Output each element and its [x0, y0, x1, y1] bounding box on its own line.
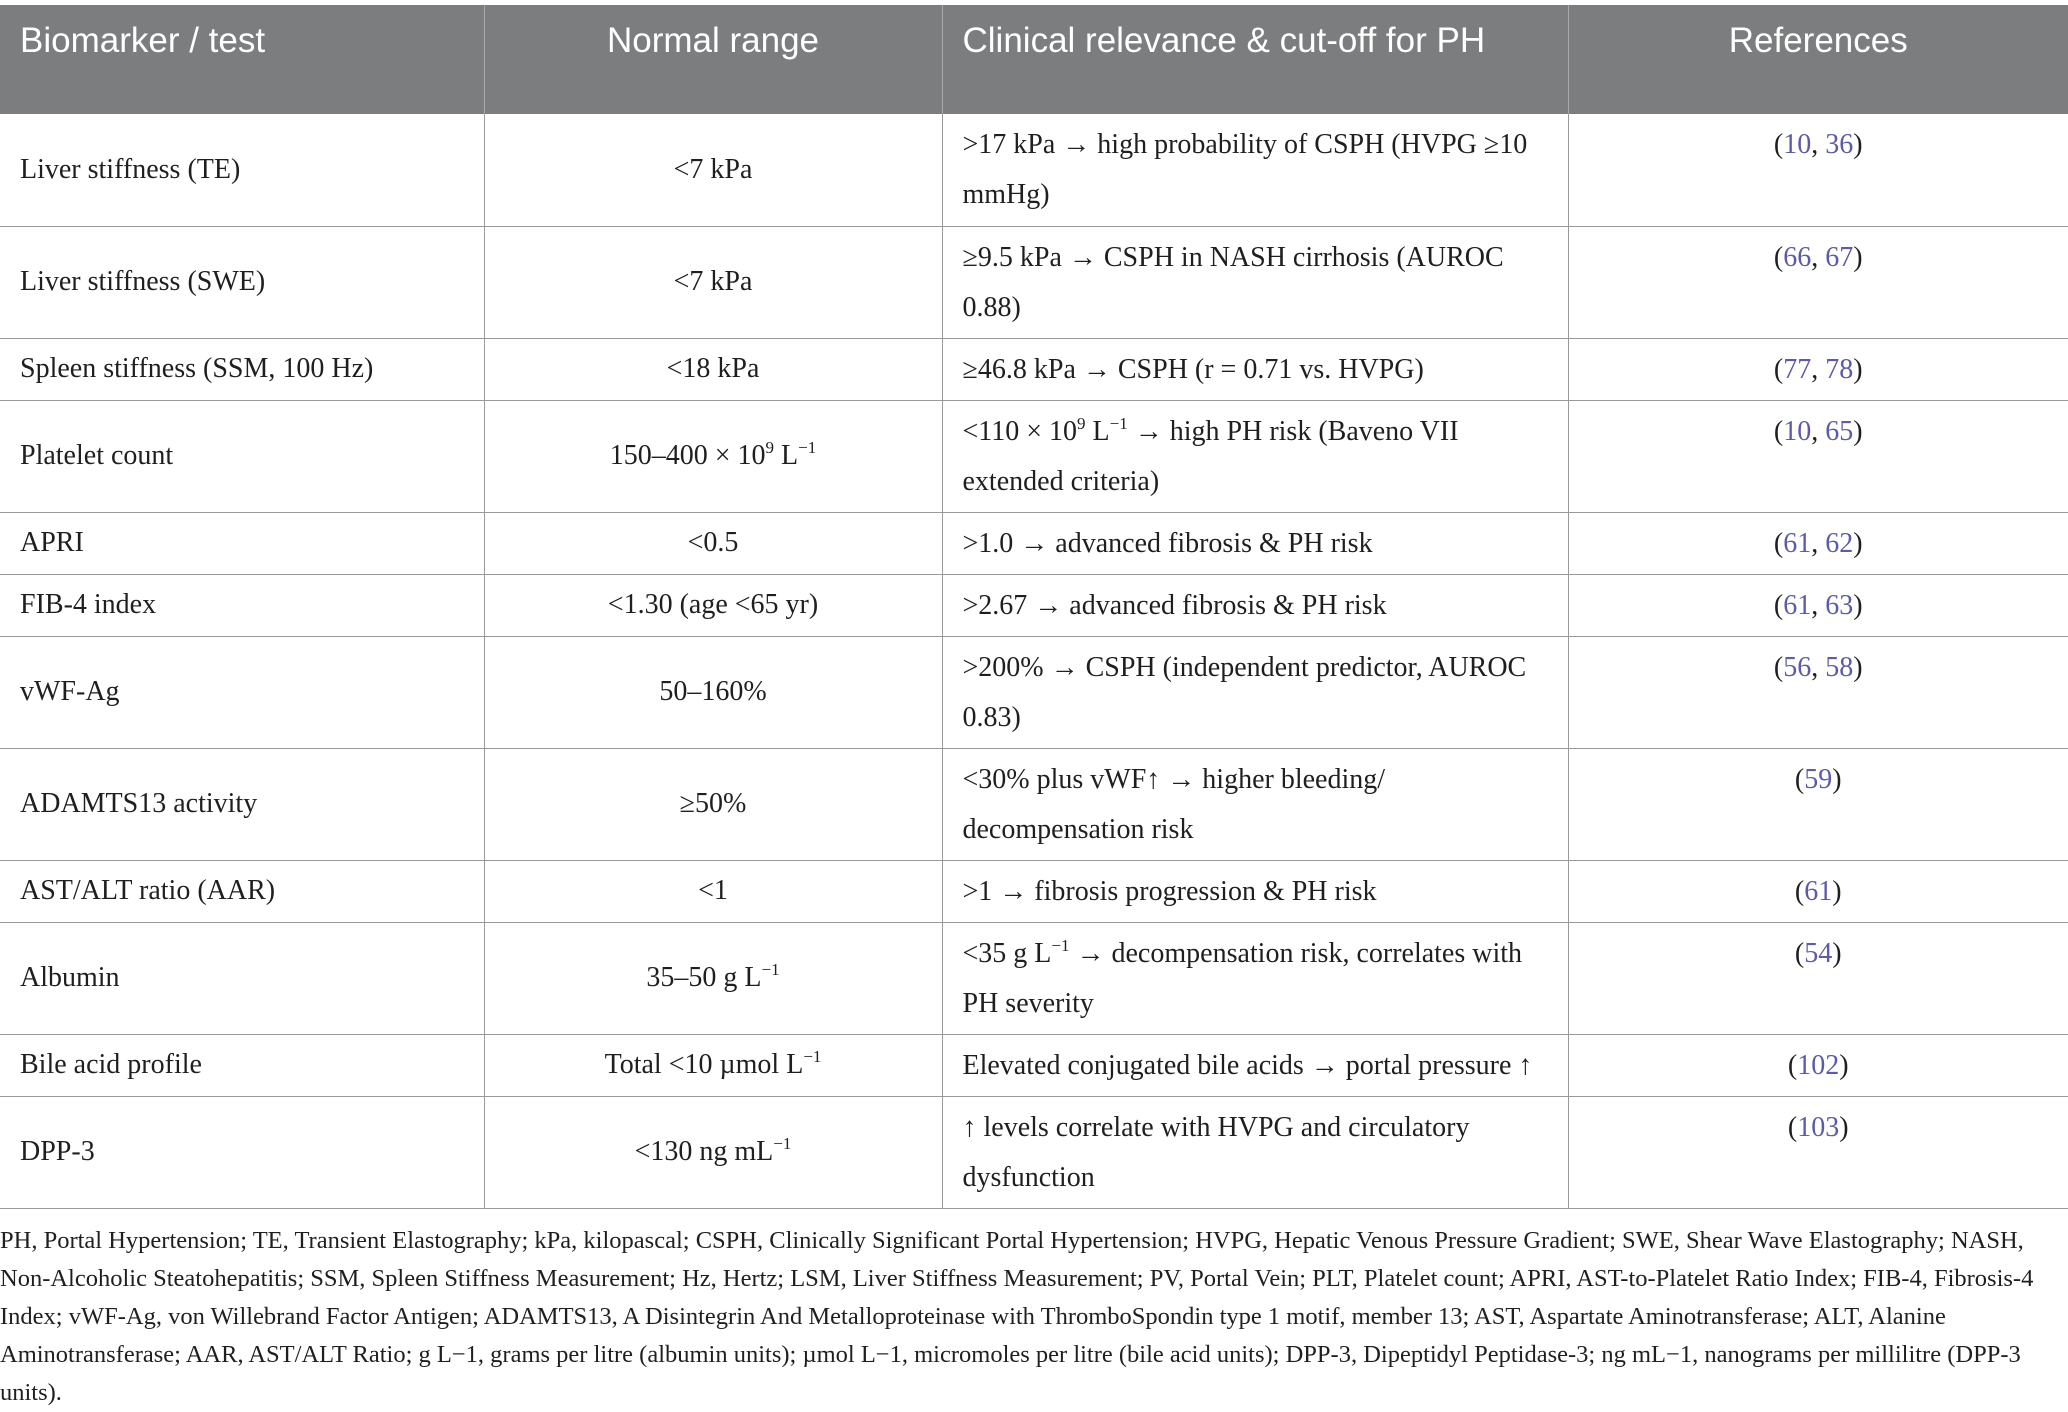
biomarker-name: Spleen stiffness (SSM, 100 Hz): [0, 338, 484, 400]
references-cell: (54): [1568, 922, 2068, 1034]
table-row: [0, 1096, 2068, 1208]
references-cell: (59): [1568, 748, 2068, 860]
reference-link[interactable]: 102: [1797, 1049, 1840, 1081]
table-row: [0, 512, 2068, 574]
reference-link[interactable]: 67: [1825, 241, 1854, 273]
clinical-relevance: <30% plus vWF↑ → higher bleeding/ decompensation risk: [942, 748, 1568, 860]
exponent: −1: [761, 960, 780, 979]
clinical-relevance: [942, 400, 1568, 512]
clinical-relevance: [942, 922, 1568, 1034]
reference-link[interactable]: 103: [1797, 1111, 1840, 1143]
clinical-relevance: Elevated conjugated bile acids → portal pressure ↑: [942, 1034, 1568, 1096]
exponent: −1: [798, 438, 817, 457]
reference-link[interactable]: 54: [1804, 937, 1833, 969]
relevance-text: <35 g L: [962, 937, 1052, 969]
reference-link[interactable]: 61: [1783, 589, 1812, 621]
biomarker-name: ADAMTS13 activity: [0, 748, 484, 860]
biomarker-table: [0, 5, 2068, 1209]
biomarker-name: Liver stiffness (TE): [0, 114, 484, 226]
reference-link[interactable]: 10: [1783, 415, 1812, 447]
range-text: 35–50 g L: [646, 962, 762, 993]
exponent: −1: [803, 1047, 822, 1066]
reference-link[interactable]: 59: [1804, 763, 1833, 795]
references-cell: (61, 63): [1568, 574, 2068, 636]
clinical-relevance: >17 kPa → high probability of CSPH (HVPG ≥10 mmHg): [942, 114, 1568, 226]
exponent: −1: [1109, 413, 1128, 433]
table-row: [0, 1034, 2068, 1096]
normal-range: [484, 1096, 942, 1208]
biomarker-name: Platelet count: [0, 400, 484, 512]
reference-link[interactable]: 56: [1783, 651, 1812, 683]
relevance-unit: L: [1085, 415, 1110, 447]
table-row: [0, 400, 2068, 512]
biomarker-name: DPP-3: [0, 1096, 484, 1208]
normal-range: [484, 922, 942, 1034]
reference-link[interactable]: 66: [1783, 241, 1812, 273]
table-header: [0, 5, 2068, 114]
normal-range: [484, 400, 942, 512]
biomarker-name: Liver stiffness (SWE): [0, 226, 484, 338]
biomarker-name: APRI: [0, 512, 484, 574]
header-references: References: [1568, 5, 2068, 114]
table-row: [0, 574, 2068, 636]
exponent: 9: [1077, 413, 1086, 433]
biomarker-name: AST/ALT ratio (AAR): [0, 860, 484, 922]
normal-range: <0.5: [484, 512, 942, 574]
table-row: [0, 636, 2068, 748]
normal-range: <1.30 (age <65 yr): [484, 574, 942, 636]
clinical-relevance: >1 → fibrosis progression & PH risk: [942, 860, 1568, 922]
reference-link[interactable]: 77: [1783, 353, 1812, 385]
references-cell: (103): [1568, 1096, 2068, 1208]
biomarker-name: FIB-4 index: [0, 574, 484, 636]
references-cell: (61, 62): [1568, 512, 2068, 574]
normal-range: <7 kPa: [484, 226, 942, 338]
biomarker-name: Albumin: [0, 922, 484, 1034]
normal-range: <1: [484, 860, 942, 922]
relevance-text: → decompensation risk, correlates with PH severity: [962, 937, 1523, 1019]
table-row: [0, 114, 2068, 226]
reference-link[interactable]: 36: [1825, 129, 1854, 160]
table-row: [0, 748, 2068, 860]
relevance-text: <110 × 10: [962, 415, 1078, 447]
clinical-relevance: >2.67 → advanced fibrosis & PH risk: [942, 574, 1568, 636]
exponent: 9: [765, 438, 775, 457]
clinical-relevance: ≥46.8 kPa → CSPH (r = 0.71 vs. HVPG): [942, 338, 1568, 400]
table-footnote: PH, Portal Hypertension; TE, Transient Elastography; kPa, kilopascal; CSPH, Clinically Significant Portal Hypertension; HVPG, Hepatic Venous Pressure Gradient; SWE, Shear Wave Elastography; NASH, Non-Alcoholic Steatohepatitis; SSM, Spleen Stiffness Measurement; Hz, Hertz; LSM, Liver Stiffness Measurement; PV, Portal Vein; PLT, Platelet count; APRI, AST-to-Platelet Ratio Index; FIB-4, Fibrosis-4 Index; vWF-Ag, von Willebrand Factor Antigen; ADAMTS13, A Disintegrin And Metalloproteinase with ThromboSpondin type 1 motif, member 13; AST, Aspartate Aminotransferase; ALT, Alanine Aminotransferase; AAR, AST/ALT Ratio; g L−1, grams per litre (albumin units); µmol L−1, micromoles per litre (bile acid units); DPP-3, Dipeptidyl Peptidase-3; ng mL−1, nanograms per millilitre (DPP-3 units).: [0, 1227, 2034, 1406]
references-cell: (66, 67): [1568, 226, 2068, 338]
reference-link[interactable]: 62: [1825, 527, 1854, 559]
relevance-text: → high PH risk (Baveno VII extended criteria): [962, 415, 1459, 497]
references-cell: (10, 36): [1568, 114, 2068, 226]
clinical-relevance: >200% → CSPH (independent predictor, AUROC 0.83): [942, 636, 1568, 748]
exponent: −1: [1051, 935, 1070, 955]
normal-range: 50–160%: [484, 636, 942, 748]
clinical-relevance: ≥9.5 kPa → CSPH in NASH cirrhosis (AUROC 0.88): [942, 226, 1568, 338]
references-cell: (10, 65): [1568, 400, 2068, 512]
biomarker-name: Bile acid profile: [0, 1034, 484, 1096]
table-row: [0, 922, 2068, 1034]
table-body: [0, 114, 2068, 1208]
clinical-relevance: ↑ levels correlate with HVPG and circulatory dysfunction: [942, 1096, 1568, 1208]
reference-link[interactable]: 58: [1825, 651, 1854, 683]
header-normal-range: Normal range: [484, 5, 942, 114]
normal-range: <7 kPa: [484, 114, 942, 226]
reference-link[interactable]: 78: [1825, 353, 1854, 385]
normal-range: <18 kPa: [484, 338, 942, 400]
reference-link[interactable]: 65: [1825, 415, 1854, 447]
table-row: [0, 860, 2068, 922]
references-cell: (77, 78): [1568, 338, 2068, 400]
header-biomarker: Biomarker / test: [0, 5, 484, 114]
biomarker-table-container: [0, 5, 2068, 1209]
normal-range: [484, 1034, 942, 1096]
references-cell: (102): [1568, 1034, 2068, 1096]
range-unit: L: [774, 440, 799, 471]
reference-link[interactable]: 61: [1783, 527, 1812, 559]
reference-link[interactable]: 10: [1783, 129, 1812, 160]
header-row: [0, 5, 2068, 114]
references-cell: (61): [1568, 860, 2068, 922]
references-cell: (56, 58): [1568, 636, 2068, 748]
table-row: [0, 338, 2068, 400]
table-row: [0, 226, 2068, 338]
exponent: −1: [773, 1134, 792, 1153]
normal-range: ≥50%: [484, 748, 942, 860]
range-text: Total <10 µmol L: [604, 1049, 804, 1080]
biomarker-name: vWF-Ag: [0, 636, 484, 748]
reference-link[interactable]: 63: [1825, 589, 1854, 621]
header-clinical-relevance: Clinical relevance & cut-off for PH: [942, 5, 1568, 114]
range-text: <130 ng mL: [634, 1136, 774, 1167]
range-text: 150–400 × 10: [609, 440, 766, 471]
clinical-relevance: >1.0 → advanced fibrosis & PH risk: [942, 512, 1568, 574]
reference-link[interactable]: 61: [1804, 875, 1833, 907]
